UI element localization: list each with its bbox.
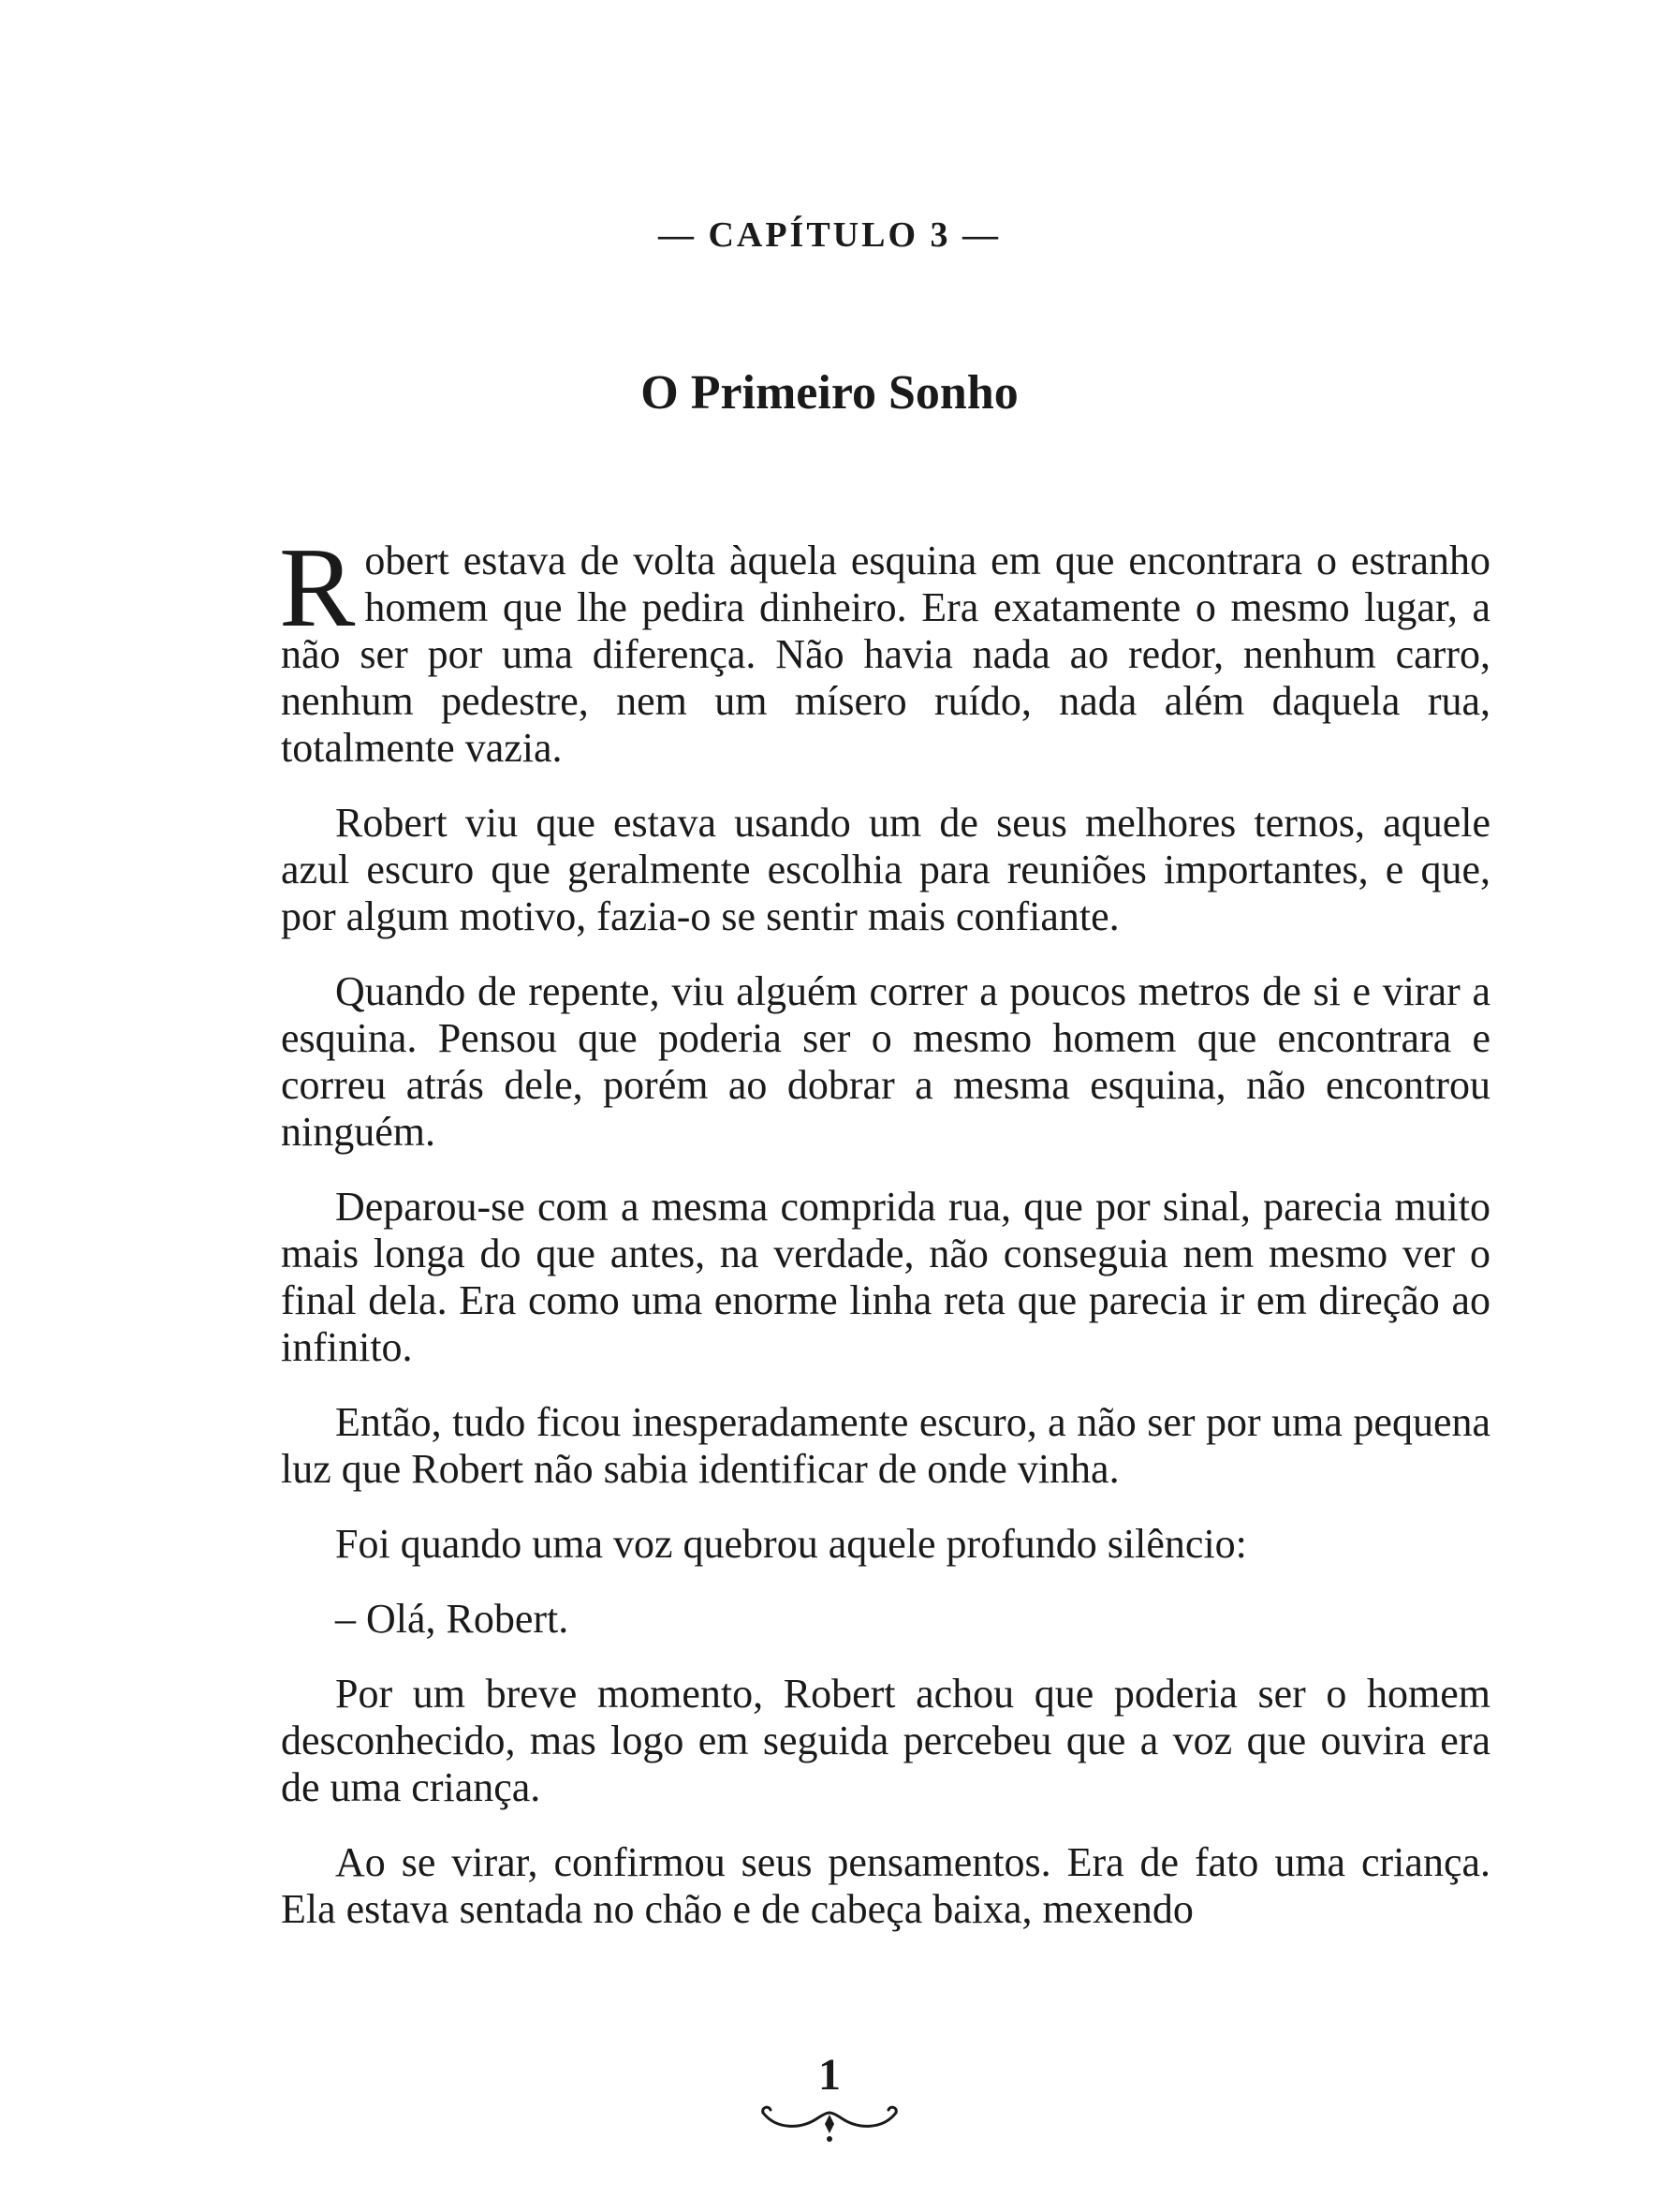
paragraph-8: Por um breve momento, Robert achou que poderia ser o homem desconhecido, mas logo em seguida percebeu que a voz que ouvira era de uma criança.	[281, 1671, 1490, 1810]
paragraph-4: Deparou-se com a mesma comprida rua, que por sinal, parecia muito mais longa do que antes, na verdade, não conseguia nem mesmo ver o final dela. Era como uma enorme linha reta que parecia ir em direção ao infinito.	[281, 1184, 1490, 1370]
paragraph-1	[279, 524, 1490, 772]
page-number: 1	[818, 2050, 841, 2100]
chapter-title: O Primeiro Sonho	[640, 366, 1019, 420]
paragraph-2: Robert viu que estava usando um de seus melhores ternos, aquele azul escuro que geralmente escolhia para reuniões importantes, e que, por algum motivo, fazia-o se sentir mais confiante.	[281, 800, 1490, 939]
paragraph-5: Então, tudo ficou inesperadamente escuro, a não ser por uma pequena luz que Robert não sabia identificar de onde vinha.	[281, 1399, 1490, 1492]
paragraph-6: Foi quando uma voz quebrou aquele profundo silêncio:	[335, 1521, 1247, 1567]
paragraph-3: Quando de repente, viu alguém correr a poucos metros de si e virar a esquina. Pensou que poderia ser o mesmo homem que encontrara e correu atrás dele, porém ao dobrar a mesma esquina, não encontrou ninguém.	[281, 968, 1490, 1155]
flourish-ornament-icon	[759, 2101, 900, 2145]
paragraph-1-text: obert estava de volta àquela esquina em que encontrara o estranho homem que lhe pedira dinheiro. Era exatamente o mesmo lugar, a não ser por uma diferença. Não havia nada ao redor, nenhum carro, nenhum pedestre, nem um mísero ruído, nada além daquela rua, totalmente vazia.	[281, 538, 1490, 771]
paragraph-9: Ao se virar, confirmou seus pensamentos. Era de fato uma criança. Ela estava sentada no chão e de cabeça baixa, mexendo	[281, 1839, 1490, 1932]
paragraph-7: – Olá, Robert.	[335, 1596, 569, 1642]
chapter-body	[279, 524, 1490, 1961]
chapter-label: — CAPÍTULO 3 —	[657, 215, 1002, 255]
page-footer	[0, 2051, 1659, 2145]
drop-cap: R	[279, 524, 356, 651]
